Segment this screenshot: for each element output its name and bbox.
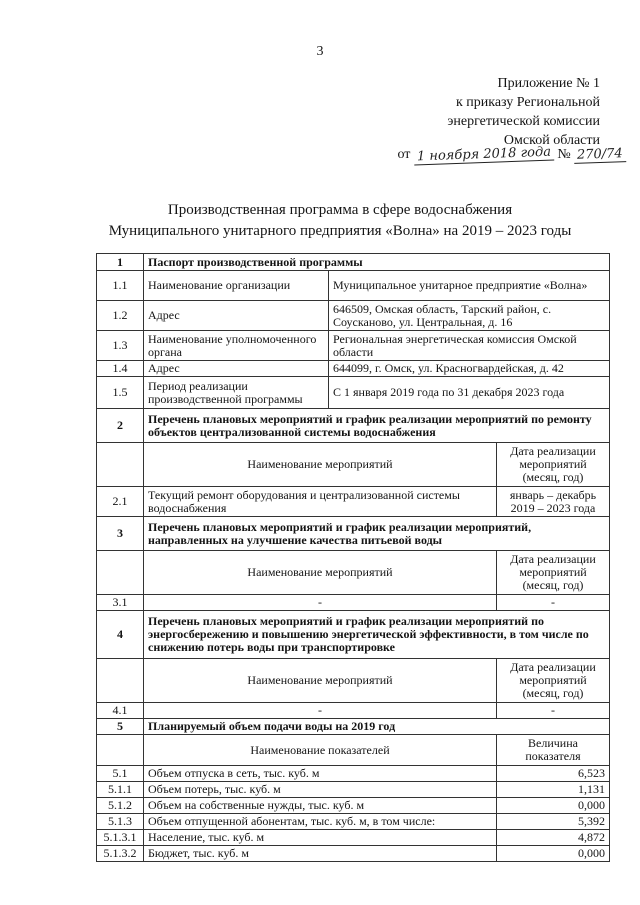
row-name: Текущий ремонт оборудования и централизованной системы водоснабжения <box>144 487 497 517</box>
row-name: - <box>144 703 497 719</box>
row-value: 0,000 <box>497 846 610 862</box>
row-value: 6,523 <box>497 766 610 782</box>
row-name: Объем потерь, тыс. куб. м <box>144 782 497 798</box>
column-header-name: Наименование мероприятий <box>144 659 497 703</box>
row-value: 1,131 <box>497 782 610 798</box>
order-date-line <box>397 144 626 165</box>
section-1-number: 1 <box>97 254 144 271</box>
table-row <box>97 846 610 862</box>
row-number: 1.1 <box>97 271 144 301</box>
row-label: Период реализации производственной программы <box>144 377 329 409</box>
section-1-header <box>97 254 610 271</box>
row-value: С 1 января 2019 года по 31 декабря 2023 года <box>329 377 610 409</box>
table-row <box>97 301 610 331</box>
row-number: 5.1 <box>97 766 144 782</box>
table-row <box>97 798 610 814</box>
row-number: 2.1 <box>97 487 144 517</box>
table-row <box>97 830 610 846</box>
table-row <box>97 331 610 361</box>
section-3-header <box>97 517 610 551</box>
row-date: - <box>497 703 610 719</box>
row-number: 1.3 <box>97 331 144 361</box>
row-value: Муниципальное унитарное предприятие «Волна» <box>329 271 610 301</box>
date-prefix: от <box>397 147 411 162</box>
section-2-title: Перечень плановых мероприятий и график реализации мероприятий по ремонту объектов централизованной системы водоснабжения <box>144 409 610 443</box>
number-prefix: № <box>557 147 571 162</box>
row-number: 1.5 <box>97 377 144 409</box>
handwritten-number: 270/74 <box>574 146 626 164</box>
row-name: Бюджет, тыс. куб. м <box>144 846 497 862</box>
section-5-number: 5 <box>97 719 144 735</box>
row-value: 4,872 <box>497 830 610 846</box>
title-line-1: Производственная программа в сфере водоснабжения <box>167 202 513 218</box>
row-name: - <box>144 595 497 611</box>
row-number: 5.1.1 <box>97 782 144 798</box>
section-4-column-headers <box>97 659 610 703</box>
row-number: 1.2 <box>97 301 144 331</box>
table-row <box>97 703 610 719</box>
document-title <box>70 200 610 242</box>
title-line-2: Муниципального унитарного предприятия «Волна» на 2019 – 2023 годы <box>108 223 572 239</box>
column-header-date: Дата реализации мероприятий (месяц, год) <box>497 551 610 595</box>
row-number: 4.1 <box>97 703 144 719</box>
table-row <box>97 271 610 301</box>
section-5-title: Планируемый объем подачи воды на 2019 год <box>144 719 610 735</box>
section-2-number: 2 <box>97 409 144 443</box>
table-row <box>97 595 610 611</box>
appendix-line-4: Омской области <box>503 133 600 148</box>
column-header-name: Наименование мероприятий <box>144 551 497 595</box>
appendix-block <box>447 74 600 150</box>
row-name: Объем отпущенной абонентам, тыс. куб. м, в том числе: <box>144 814 497 830</box>
table-row <box>97 814 610 830</box>
table-row <box>97 766 610 782</box>
program-table <box>96 253 610 862</box>
page-number: 3 <box>316 44 324 59</box>
section-3-column-headers <box>97 551 610 595</box>
row-label: Наименование организации <box>144 271 329 301</box>
row-date: январь – декабрь 2019 – 2023 года <box>497 487 610 517</box>
section-4-number: 4 <box>97 611 144 659</box>
row-name: Объем на собственные нужды, тыс. куб. м <box>144 798 497 814</box>
row-value: Региональная энергетическая комиссия Омской области <box>329 331 610 361</box>
appendix-line-1: Приложение № 1 <box>497 76 600 91</box>
section-5-column-headers <box>97 735 610 766</box>
row-number: 1.4 <box>97 361 144 377</box>
column-header-value: Величина показателя <box>497 735 610 766</box>
handwritten-date: 1 ноября 2018 года <box>414 145 554 166</box>
table-row <box>97 487 610 517</box>
row-number: 5.1.3 <box>97 814 144 830</box>
row-number: 3.1 <box>97 595 144 611</box>
row-number: 5.1.3.1 <box>97 830 144 846</box>
table-row <box>97 361 610 377</box>
section-3-number: 3 <box>97 517 144 551</box>
row-label: Адрес <box>144 301 329 331</box>
section-4-title: Перечень плановых мероприятий и график реализации мероприятий по энергосбережению и повышению энергетической эффективности, в том числе по снижению потерь воды при транспортировке <box>144 611 610 659</box>
section-3-title: Перечень плановых мероприятий и график реализации мероприятий, направленных на улучшение качества питьевой воды <box>144 517 610 551</box>
row-date: - <box>497 595 610 611</box>
appendix-line-3: энергетической комиссии <box>447 114 600 129</box>
appendix-line-2: к приказу Региональной <box>455 95 600 110</box>
table-row <box>97 782 610 798</box>
column-header-date: Дата реализации мероприятий (месяц, год) <box>497 659 610 703</box>
row-number: 5.1.2 <box>97 798 144 814</box>
section-2-header <box>97 409 610 443</box>
row-name: Объем отпуска в сеть, тыс. куб. м <box>144 766 497 782</box>
column-header-name: Наименование показателей <box>144 735 497 766</box>
row-value: 5,392 <box>497 814 610 830</box>
table-row <box>97 377 610 409</box>
row-number: 5.1.3.2 <box>97 846 144 862</box>
row-value: 644099, г. Омск, ул. Красногвардейская, д. 42 <box>329 361 610 377</box>
column-header-date: Дата реализации мероприятий (месяц, год) <box>497 443 610 487</box>
section-1-title: Паспорт производственной программы <box>144 254 610 271</box>
row-name: Население, тыс. куб. м <box>144 830 497 846</box>
row-label: Адрес <box>144 361 329 377</box>
section-2-column-headers <box>97 443 610 487</box>
section-4-header <box>97 611 610 659</box>
row-value: 646509, Омская область, Тарский район, с. Соусканово, ул. Центральная, д. 16 <box>329 301 610 331</box>
section-5-header <box>97 719 610 735</box>
column-header-name: Наименование мероприятий <box>144 443 497 487</box>
row-label: Наименование уполномоченного органа <box>144 331 329 361</box>
row-value: 0,000 <box>497 798 610 814</box>
